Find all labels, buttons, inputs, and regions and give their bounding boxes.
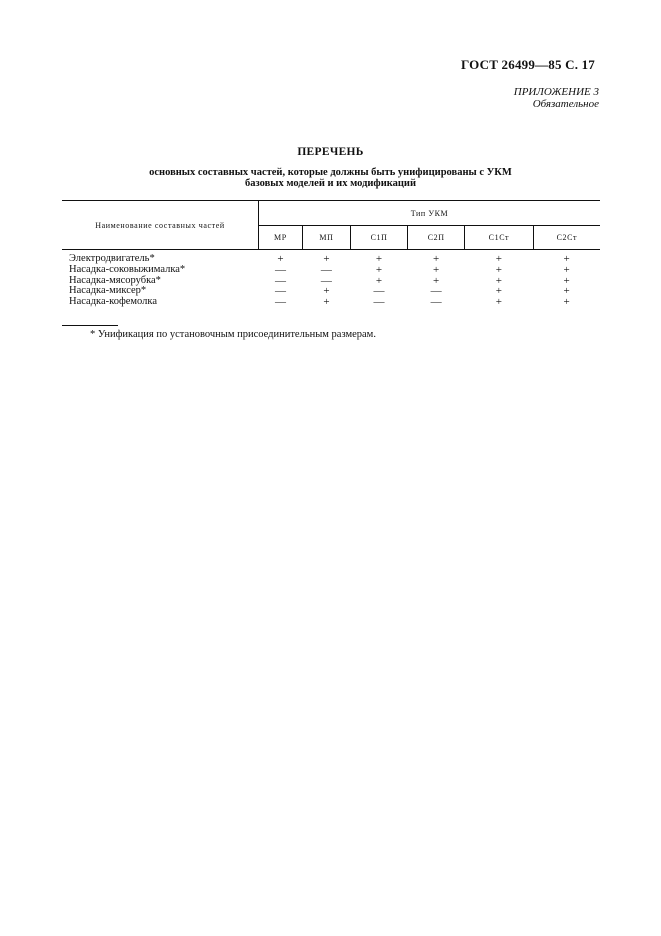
table-cell: +: [495, 285, 503, 298]
table-cell: —: [430, 296, 442, 309]
row-name: Насадка-миксер*: [69, 285, 147, 297]
table-cell: +: [563, 285, 570, 298]
table-cell: —: [320, 263, 332, 276]
table-cell: —: [274, 263, 286, 276]
table-cell: +: [433, 263, 440, 276]
table-cell: +: [495, 296, 503, 309]
table-cell: +: [375, 263, 383, 276]
column-header: МР: [259, 226, 303, 250]
footnote-divider: [62, 325, 118, 326]
table-cell: +: [495, 274, 503, 287]
table-cell: —: [373, 285, 385, 298]
row-name: Электродвигатель*: [69, 253, 155, 264]
table-cell: +: [433, 274, 440, 287]
table-cell: +: [375, 253, 383, 265]
document-subtitle: [0, 167, 661, 189]
table-row: [62, 297, 600, 308]
table-cell: +: [375, 274, 383, 287]
table-cell: —: [274, 296, 286, 309]
document-title: ПЕРЕЧЕНЬ: [297, 146, 364, 158]
column-group-header-type: Тип УКМ: [259, 201, 601, 226]
standard-code: ГОСТ 26499—85 С. 17: [461, 57, 595, 72]
table-cell: —: [320, 274, 332, 287]
table-cell: +: [495, 263, 503, 276]
table-cell: +: [563, 263, 570, 276]
parts-table: [62, 200, 600, 308]
table-cell: +: [323, 296, 330, 309]
column-header: С2П: [408, 226, 465, 250]
column-header: МП: [302, 226, 350, 250]
appendix-status: Обязательное: [532, 98, 599, 110]
appendix-block: [514, 86, 599, 110]
table-cell: +: [277, 253, 284, 265]
table-cell: —: [274, 274, 286, 287]
table-cell: +: [563, 274, 570, 287]
table-cell: +: [563, 296, 570, 309]
appendix-title: ПРИЛОЖЕНИЕ 3: [513, 86, 599, 98]
column-header: С1Ст: [465, 226, 533, 250]
table-cell: +: [495, 253, 503, 265]
subtitle-line-1: основных составных частей, которые должны быть унифицированы с УКМ: [149, 167, 512, 178]
row-name: Насадка-соковыжималка*: [69, 263, 186, 275]
table-cell: +: [433, 253, 440, 265]
row-name: Насадка-мясорубка*: [69, 274, 161, 286]
table-cell: —: [430, 285, 442, 298]
table-row: [62, 265, 600, 276]
table-cell: +: [323, 253, 330, 265]
column-header: С1П: [350, 226, 407, 250]
table-cell: —: [274, 285, 286, 298]
subtitle-line-2: базовых моделей и их модификаций: [244, 178, 417, 189]
footnote: * Унификация по установочным присоединительным размерам.: [90, 329, 376, 340]
column-header: С2Ст: [533, 226, 600, 250]
column-header-name: Наименование составных частей: [62, 201, 259, 250]
table-cell: +: [323, 285, 330, 298]
row-name: Насадка-кофемолка: [69, 296, 158, 308]
table-cell: —: [373, 296, 385, 309]
table-cell: +: [563, 253, 570, 265]
